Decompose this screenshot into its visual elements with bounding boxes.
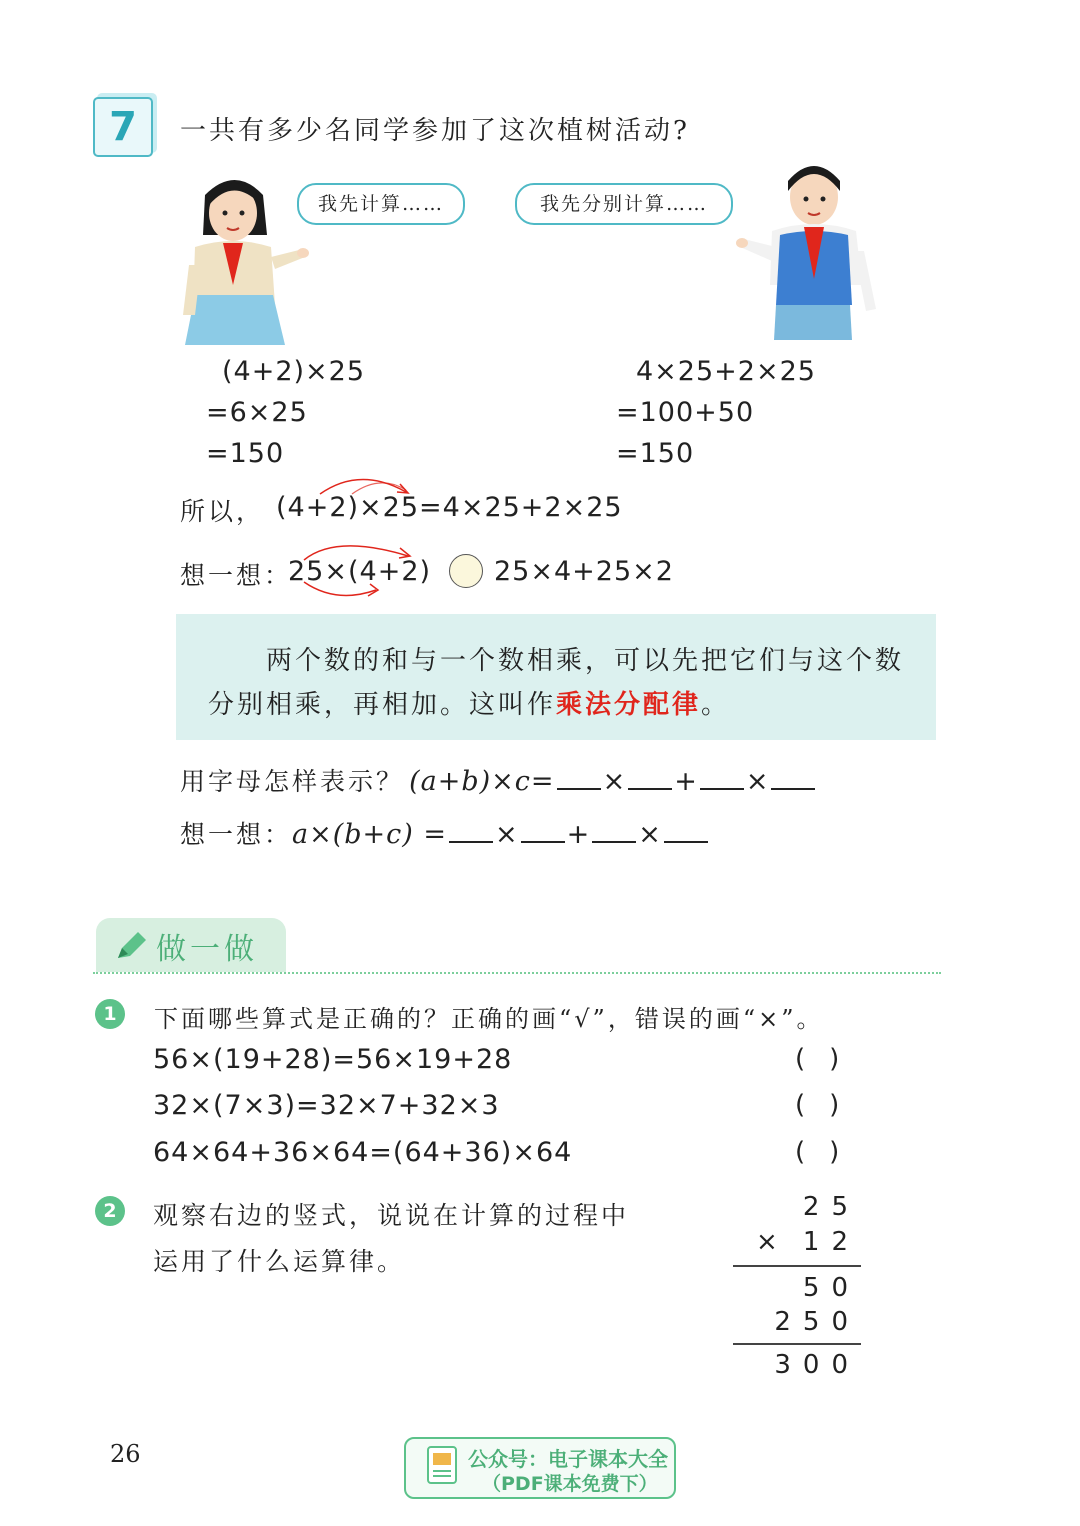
watermark-line-2: （PDF课本免费下）	[482, 1473, 658, 1495]
letters-think-prefix: 想一想：	[180, 820, 293, 849]
vertical-line-2	[733, 1343, 861, 1345]
vertical-times-sign: ×	[756, 1227, 779, 1257]
practice-divider	[93, 972, 941, 974]
girl-illustration	[175, 165, 310, 345]
vertical-top-number: 25	[802, 1192, 860, 1222]
answer-paren-2[interactable]: ()	[795, 1090, 864, 1120]
watermark-line-1: 公众号：电子课本大全	[468, 1447, 668, 1471]
answer-paren-1[interactable]: ()	[795, 1044, 864, 1074]
right-calc-line-3: =150	[616, 438, 695, 469]
vertical-multiplier: 12	[802, 1227, 860, 1257]
op-times: ×	[495, 819, 519, 850]
blank-4[interactable]	[771, 766, 815, 790]
question-2-number: 2	[95, 1196, 125, 1226]
blank-6[interactable]	[521, 819, 565, 843]
example-question: 一共有多少名同学参加了这次植树活动?	[180, 116, 690, 146]
think-left-expr: 25×(4+2)	[288, 556, 432, 587]
rule-line-2-text: 分别相乘，再相加。这叫作	[208, 690, 557, 720]
blank-5[interactable]	[449, 819, 493, 843]
think-prefix: 想一想：	[180, 561, 293, 590]
question-1-item-3: 64×64+36×64=(64+36)×64	[153, 1137, 573, 1168]
left-calc-line-1: (4+2)×25	[222, 356, 366, 387]
rule-highlight: 乘法分配律	[556, 690, 702, 720]
letters-prompt: 用字母怎样表示？	[180, 767, 405, 796]
question-1-text: 下面哪些算式是正确的？正确的画“√”，错误的画“×”。	[154, 1005, 824, 1033]
vertical-partial-1: 50	[802, 1273, 860, 1303]
rule-box	[176, 614, 936, 740]
left-calc-line-3: =150	[206, 438, 285, 469]
blank-2[interactable]	[628, 766, 672, 790]
example-number-badge: 7	[93, 97, 153, 157]
op-plus: +	[566, 819, 591, 850]
blank-7[interactable]	[592, 819, 636, 843]
practice-header	[96, 918, 286, 972]
vertical-partial-2: 250	[774, 1307, 860, 1337]
letters-think-expr: a×(b+c) =	[292, 819, 448, 850]
blank-3[interactable]	[700, 766, 744, 790]
right-calc-line-2: =100+50	[616, 397, 755, 428]
question-1-number: 1	[95, 999, 125, 1029]
page-number: 26	[110, 1440, 141, 1468]
book-icon	[424, 1445, 460, 1489]
girl-speech-bubble: 我先计算……	[297, 183, 465, 225]
blank-1[interactable]	[557, 766, 601, 790]
so-prefix: 所以，	[180, 497, 265, 526]
vertical-result: 300	[774, 1350, 860, 1380]
question-1-item-1: 56×(19+28)=56×19+28	[153, 1044, 513, 1075]
boy-speech-bubble: 我先分别计算……	[515, 183, 733, 225]
left-calc-line-2: =6×25	[206, 397, 308, 428]
answer-paren-3[interactable]: ()	[795, 1137, 864, 1167]
blank-8[interactable]	[664, 819, 708, 843]
op-times: ×	[745, 766, 770, 797]
question-2-line-1: 观察右边的竖式，说说在计算的过程中	[153, 1201, 630, 1230]
question-1-item-2: 32×(7×3)=32×7+32×3	[153, 1090, 500, 1121]
rule-line-2	[208, 684, 730, 721]
op-times: ×	[602, 766, 627, 797]
think-right-expr: 25×4+25×2	[494, 556, 674, 587]
watermark-badge	[404, 1437, 676, 1499]
rule-line-1: 两个数的和与一个数相乘，可以先把它们与这个数	[266, 646, 905, 676]
so-expression: (4+2)×25=4×25+2×25	[276, 492, 623, 523]
op-plus: +	[674, 766, 698, 797]
letters-think-line	[180, 815, 710, 851]
pencil-icon	[114, 930, 148, 962]
question-2-line-2: 运用了什么运算律。	[153, 1247, 406, 1276]
rule-end: 。	[701, 690, 731, 720]
practice-title: 做一做	[156, 932, 258, 967]
compare-circle-blank[interactable]	[449, 554, 483, 588]
letters-line	[180, 762, 817, 798]
vertical-line-1	[733, 1265, 861, 1267]
boy-illustration	[730, 155, 880, 340]
letters-expr: (a+b)×c=	[409, 766, 555, 797]
right-calc-line-1: 4×25+2×25	[636, 356, 816, 387]
op-times: ×	[638, 819, 662, 850]
